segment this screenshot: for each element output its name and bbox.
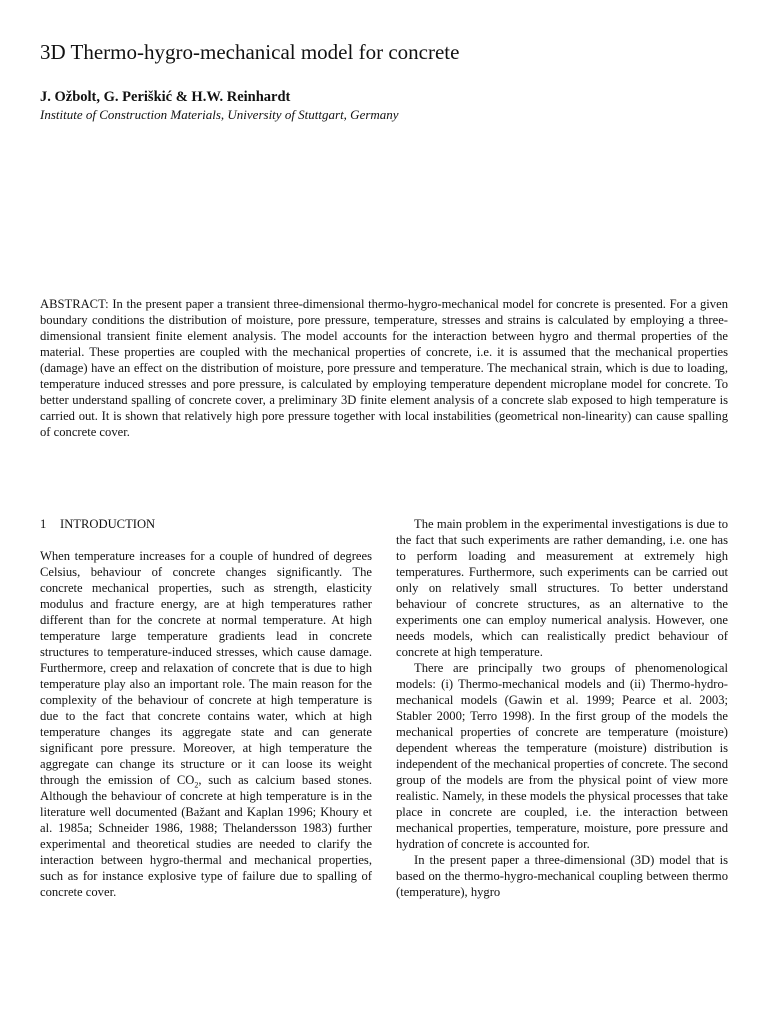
section-title: INTRODUCTION	[60, 517, 156, 531]
intro-paragraph-2: The main problem in the experimental investigations is due to the fact that such experiments are rather demanding, i.e. one has to perform loading and measurement at extremely high temperatures. Furthermore, such experiments can be carried out only on relatively small structures. To better understand behaviour of concrete structures, as an alternative to the experiments one can employ numerical analysis. However, one needs models, which can realistically predict behaviour of concrete at high temperature.	[396, 517, 728, 659]
intro-paragraph-1-text-a: When temperature increases for a couple of hundred of degrees Celsius, behaviour of concrete changes significantly. The concrete mechanical properties, such as strength, elasticity modulus and fracture energy, are at high temperatures rather different than for the concrete at normal temperature. At high temperature large temperature gradients lead in concrete structures to temperature-induced stresses, which cause damage. Furthermore, creep and relaxation of concrete that is due to high temperature play also an important role. The main reason for the complexity of the behaviour of concrete at high temperature is due to the fact that concrete contains water, which at high temperature changes its aggregate state and can generate significant pore pressure. Moreover, at high temperature the aggregate can change its structure or it can loose its weight through the emission of CO	[40, 549, 372, 787]
right-column	[396, 516, 728, 900]
section-number: 1	[40, 517, 47, 531]
left-column	[40, 516, 372, 900]
intro-paragraph-1-text-b: , such as calcium based stones. Although the behaviour of concrete at high temperature is in the literature well documented (Bažant and Kaplan 1996; Khoury et al. 1985a; Schneider 1986, 1988; Thelandersson 1983) further experimental and theoretical studies are needed to clarify the interaction between hygro-thermal and mechanical properties, such as for instance explosive type of failure due to spalling of concrete cover.	[40, 773, 372, 899]
co2-subscript: 2	[194, 780, 199, 790]
section-heading	[40, 516, 372, 532]
intro-paragraph-1	[40, 548, 372, 900]
paper-title: 3D Thermo-hygro-mechanical model for concrete	[40, 40, 460, 64]
affiliation: Institute of Construction Materials, University of Stuttgart, Germany	[40, 107, 399, 122]
intro-paragraph-3: There are principally two groups of phenomenological models: (i) Thermo-mechanical models and (ii) Thermo-hydro-mechanical models (Gawin et al. 1999; Pearce et al. 2003; Stabler 2000; Terro 1998). In the first group of the models the mechanical properties of concrete are temperature (moisture) dependent whereas the temperature (moisture) distribution is independent of the mechanical properties of concrete. The second group of the models are from the physical point of view more realistic. Namely, in these models the physical processes that take place in concrete are coupled, i.e. the interaction between mechanical properties, temperature, moisture, pore pressure and hydration of concrete is accounted for.	[396, 661, 728, 851]
abstract: ABSTRACT: In the present paper a transient three-dimensional thermo-hygro-mechanical model for concrete is presented. For a given boundary conditions the distribution of moisture, pore pressure, temperature, stresses and strains is calculated by employing a three-dimensional transient finite element analysis. The model accounts for the interaction between hygro and thermal properties of the material. These properties are coupled with the mechanical properties of concrete, i.e. it is assumed that the mechanical properties (damage) have an effect on the distribution of moisture, pore pressure and temperature. The mechanical strain, which is due to loading, temperature induced stresses and pore pressure, is calculated by employing temperature dependent microplane model for concrete. To better understand spalling of concrete cover, a preliminary 3D finite element analysis of a concrete slab exposed to high temperature is carried out. It is shown that relatively high pore pressure together with local instabilities (geometrical non-linearity) can cause spalling of concrete cover.	[40, 297, 728, 439]
authors: J. Ožbolt, G. Periškić & H.W. Reinhardt	[40, 89, 291, 105]
intro-paragraph-4: In the present paper a three-dimensional (3D) model that is based on the thermo-hygro-mechanical coupling between thermo (temperature), hygro	[396, 853, 728, 899]
